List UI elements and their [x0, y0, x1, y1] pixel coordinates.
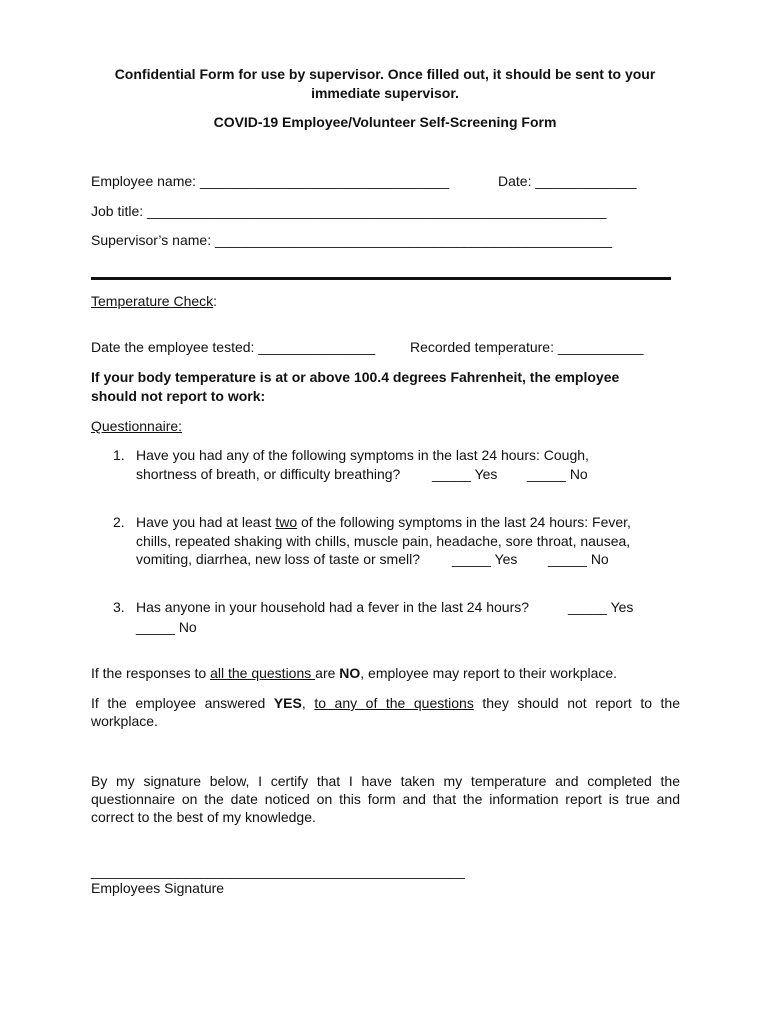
q1-line-2: shortness of breath, or difficulty breathing? [136, 466, 401, 482]
certification-text: By my signature below, I certify that I have taken my temperature and completed the questionnaire on the date noticed on this form and that the information report is true and correct to the best of my knowledge. [91, 773, 680, 825]
employee-name-field[interactable]: Employee name: ________________________________ [91, 173, 450, 189]
q3-no-field[interactable]: _____ No [136, 619, 197, 635]
q2-no-field[interactable]: _____ No [548, 551, 609, 567]
temperature-check-heading: Temperature Check: [91, 293, 218, 309]
date-tested-field[interactable]: Date the employee tested: _______________ [91, 339, 376, 355]
response-no-text: If the responses to all the questions are NO, employee may report to their workplace. [91, 665, 618, 681]
temperature-warning-line-1: If your body temperature is at or above 100.4 degrees Fahrenheit, the employee [91, 369, 620, 385]
q2-line-1: Have you had at least two of the following symptoms in the last 24 hours: Fever, [136, 514, 631, 530]
q2-line-3: vomiting, diarrhea, new loss of taste or smell? [136, 551, 421, 567]
temperature-warning-line-2: should not report to work: [91, 388, 266, 404]
q1-yes-field[interactable]: _____ Yes [432, 466, 498, 482]
q2-emphasis-two: two [275, 514, 298, 530]
signature-line[interactable]: ________________________________________________ [91, 863, 465, 879]
job-title-field[interactable]: Job title: ___________________________________________________________ [91, 203, 607, 219]
section-divider [91, 277, 671, 280]
q3-yes-field[interactable]: _____ Yes [568, 599, 634, 615]
q2-number: 2. [113, 514, 125, 530]
date-field[interactable]: Date: _____________ [498, 173, 637, 189]
q3-number: 3. [113, 599, 125, 615]
header-line-2: immediate supervisor. [311, 85, 459, 101]
questionnaire-heading: Questionnaire: [91, 418, 183, 434]
q2-line-2: chills, repeated shaking with chills, muscle pain, headache, sore throat, nausea, [136, 533, 631, 549]
response-yes-text: If the employee answered YES, to any of the questions they should not report to the workplace. [91, 695, 681, 729]
q1-number: 1. [113, 447, 125, 463]
q3-line-1: Has anyone in your household had a fever in the last 24 hours? [136, 599, 530, 615]
recorded-temperature-field[interactable]: Recorded temperature: ___________ [410, 339, 644, 355]
form-title: COVID-19 Employee/Volunteer Self-Screening Form [213, 114, 557, 130]
q2-yes-field[interactable]: _____ Yes [452, 551, 518, 567]
supervisor-name-field[interactable]: Supervisor’s name: ___________________________________________________ [91, 232, 613, 248]
q1-line-1: Have you had any of the following symptoms in the last 24 hours: Cough, [136, 447, 589, 463]
header-line-1: Confidential Form for use by supervisor. Once filled out, it should be sent to your [114, 66, 656, 82]
signature-label: Employees Signature [91, 880, 225, 896]
q1-no-field[interactable]: _____ No [527, 466, 588, 482]
